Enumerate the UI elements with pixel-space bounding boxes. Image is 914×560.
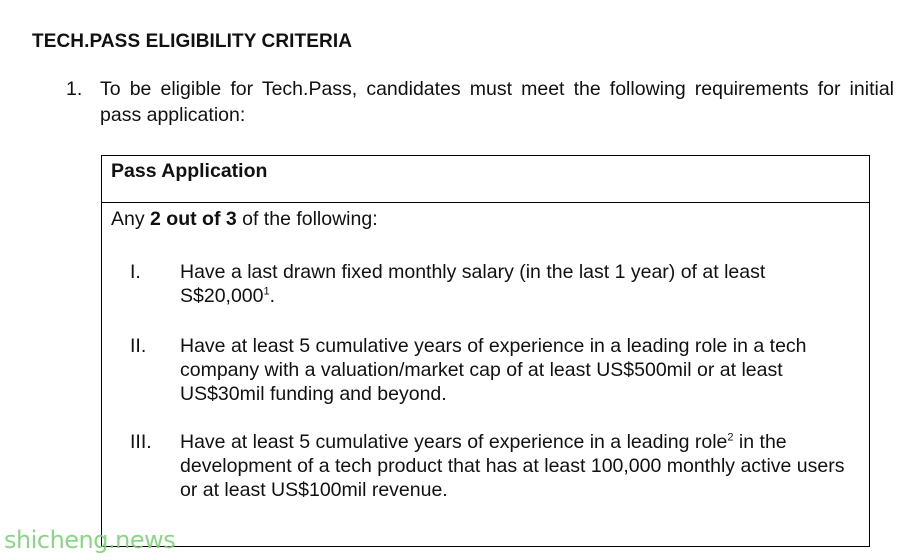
criterion-body: Have a last drawn fixed monthly salary (in the last 1 year) of at least S$20,000 [180, 261, 766, 307]
footnote-marker: 1 [263, 285, 270, 298]
table-header: Pass Application [102, 156, 869, 203]
watermark: shicheng.news [4, 526, 176, 554]
paragraph-number: 1. [66, 78, 83, 100]
paragraph-1 [66, 76, 894, 128]
criterion-item [102, 430, 869, 502]
criterion-numeral: I. [130, 261, 141, 283]
criteria-intro [111, 208, 378, 231]
intro-prefix: Any [111, 208, 151, 230]
criterion-numeral: III. [130, 431, 152, 453]
criterion-body: Have at least 5 cumulative years of experience in a leading role [180, 431, 728, 453]
pass-application-table [101, 155, 870, 547]
criterion-text [180, 430, 861, 502]
criterion-trailing: in the development of a tech product that has at least 100,000 monthly active users or at least US$100mil revenue. [180, 431, 845, 501]
criterion-item [102, 334, 869, 406]
criterion-text [180, 260, 861, 308]
intro-emphasis: 2 out of 3 [150, 208, 237, 230]
criterion-text [180, 334, 861, 406]
criterion-body: Have at least 5 cumulative years of experience in a leading role in a tech company with a valuation/market cap of at least US$500mil or at least US$30mil funding and beyond. [180, 335, 807, 405]
section-heading: TECH.PASS ELIGIBILITY CRITERIA [32, 31, 353, 52]
criterion-trailing: . [269, 285, 276, 307]
intro-suffix: of the following: [236, 208, 378, 230]
footnote-marker: 2 [727, 431, 734, 444]
criterion-item [102, 260, 869, 308]
paragraph-text: To be eligible for Tech.Pass, candidates must meet the following requirements for initial pass application: [100, 78, 894, 126]
criterion-numeral: II. [130, 335, 147, 357]
